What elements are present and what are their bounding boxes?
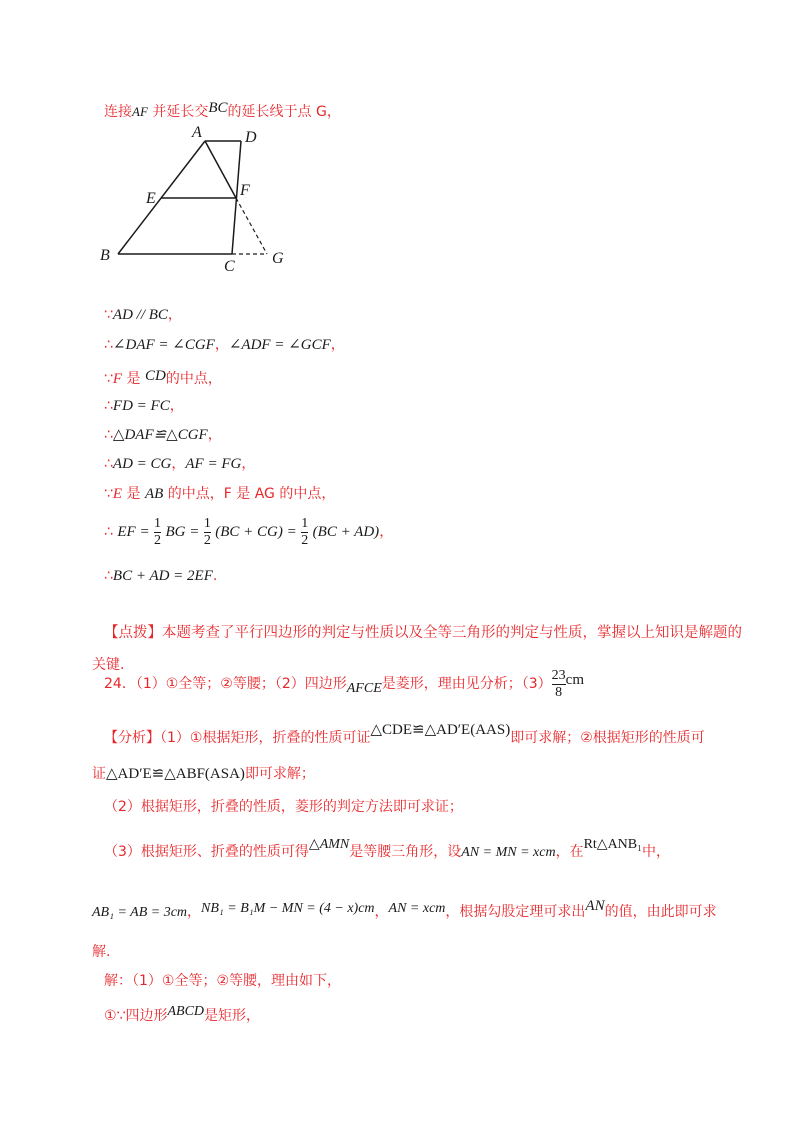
analysis-line-6: 解. — [92, 944, 111, 960]
step-5: ∴△DAF≌△CGF， — [104, 427, 222, 443]
analysis-line-2: 证△AD′E≌△ABF(ASA)即可求解； — [92, 766, 315, 782]
label-d: D — [245, 129, 257, 146]
intro-line: 连接AF 并延长交BC的延长线于点 G， — [104, 100, 341, 120]
step-4: ∴FD = FC， — [104, 398, 184, 414]
label-b: B — [100, 247, 110, 264]
fraction-half-3: $\frac{1}{2}$ — [301, 515, 309, 548]
fraction-23-8: $\frac{23}{8}$ — [551, 667, 566, 700]
tip-line-1: 【点拨】本题考查了平行四边形的判定与性质以及全等三角形的判定与性质，掌握以上知识是解题的 — [104, 625, 742, 641]
label-c: C — [224, 258, 235, 272]
step-2: ∴∠DAF = ∠CGF，∠ADF = ∠GCF， — [104, 337, 345, 353]
segment-fg-dashed — [236, 198, 267, 254]
solution-line-2: ①∵四边形ABCD是矩形， — [104, 1004, 261, 1024]
fraction-half-1: $\frac{1}{2}$ — [154, 515, 162, 548]
analysis-line-1: 【分析】（1）①根据矩形，折叠的性质可证△CDE≌△AD′E(AAS)即可求解；②根据矩形的性质可 — [104, 722, 705, 746]
trapezoid-figure — [95, 122, 295, 272]
tip-line-2: 关键. — [92, 657, 125, 673]
ef-equation: ∴ EF = $\frac{1}{2}$ BG = $\frac{1}{2}$ (BC + CG) = $\frac{1}{2}$ (BC + AD)， — [104, 515, 394, 548]
analysis-line-5: AB₁ = AB = 3cm，NB₁ = B₁M − MN = (4 − x)cm，AN = xcm，根据勾股定理可求出AN的值，由此即可求 — [92, 898, 717, 920]
step-3: ∵F 是 CD的中点， — [104, 368, 222, 387]
step-6: ∴AD = CG，AF = FG， — [104, 456, 256, 472]
label-f: F — [240, 182, 250, 199]
conclusion-line: ∴BC + AD = 2EF. — [104, 568, 218, 584]
analysis-line-3: （2）根据矩形，折叠的性质，菱形的判定方法即可求证； — [104, 799, 463, 815]
label-g: G — [272, 250, 284, 267]
solution-line-1: 解：（1）①全等；②等腰，理由如下， — [104, 973, 342, 989]
label-a: A — [192, 124, 202, 141]
step-7: ∵E 是 AB 的中点，F 是 AG 的中点， — [104, 486, 336, 502]
fraction-half-2: $\frac{1}{2}$ — [203, 515, 211, 548]
analysis-line-4: （3）根据矩形、折叠的性质可得△AMN是等腰三角形，设AN = MN = xcm，在Rt△ANB₁中， — [104, 837, 671, 860]
segment-af — [205, 141, 236, 198]
label-e: E — [146, 190, 156, 207]
step-1: ∵AD // BC， — [104, 307, 182, 323]
q24-answer: 24．（1）①全等；②等腰；（2）四边形AFCE是菱形，理由见分析；（3） $\frac{23}{8}$ cm — [104, 667, 584, 700]
